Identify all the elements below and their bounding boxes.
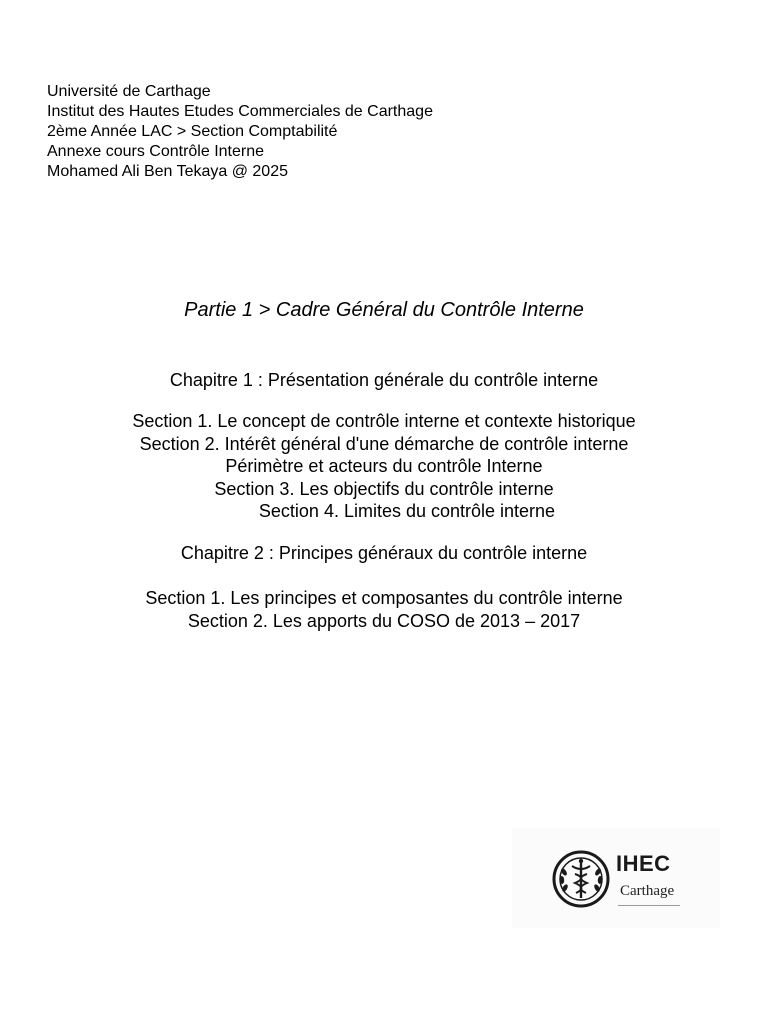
header-course: Annexe cours Contrôle Interne	[47, 143, 265, 160]
ihec-logo	[512, 828, 720, 928]
chapter-1-section-2: Section 2. Intérêt général d'une démarche de contrôle interne	[139, 433, 629, 454]
document-header	[47, 82, 433, 182]
header-institute: Institut des Hautes Etudes Commerciales de Carthage	[47, 103, 433, 120]
chapter-2-section-2: Section 2. Les apports du COSO de 2013 – 2017	[187, 610, 581, 631]
chapter-2-title: Chapitre 2 : Principes généraux du contrôle interne	[180, 543, 588, 563]
chapter-1-section-1: Section 1. Le concept de contrôle interne et contexte historique	[132, 411, 636, 431]
ihec-emblem-icon	[552, 850, 610, 908]
chapter-1-title: Chapitre 1 : Présentation générale du contrôle interne	[169, 370, 599, 390]
chapter-2-sections	[0, 587, 768, 632]
logo-city: Carthage	[620, 883, 675, 899]
header-program: 2ème Année LAC > Section Comptabilité	[47, 123, 338, 140]
logo-divider	[618, 905, 680, 906]
logo-name: IHEC	[616, 851, 671, 876]
chapter-1-section-4: Section 4. Limites du contrôle interne	[258, 501, 556, 521]
chapter-1-sections	[0, 410, 768, 523]
part-title: Partie 1 > Cadre Général du Contrôle Interne	[184, 299, 584, 321]
header-author: Mohamed Ali Ben Tekaya @ 2025	[47, 163, 288, 180]
chapter-1-section-3: Section 3. Les objectifs du contrôle interne	[214, 478, 554, 499]
chapter-2-section-1: Section 1. Les principes et composantes du contrôle interne	[145, 588, 623, 608]
header-university: Université de Carthage	[47, 83, 211, 100]
chapter-1-perimeter: Périmètre et acteurs du contrôle Interne	[225, 456, 543, 476]
